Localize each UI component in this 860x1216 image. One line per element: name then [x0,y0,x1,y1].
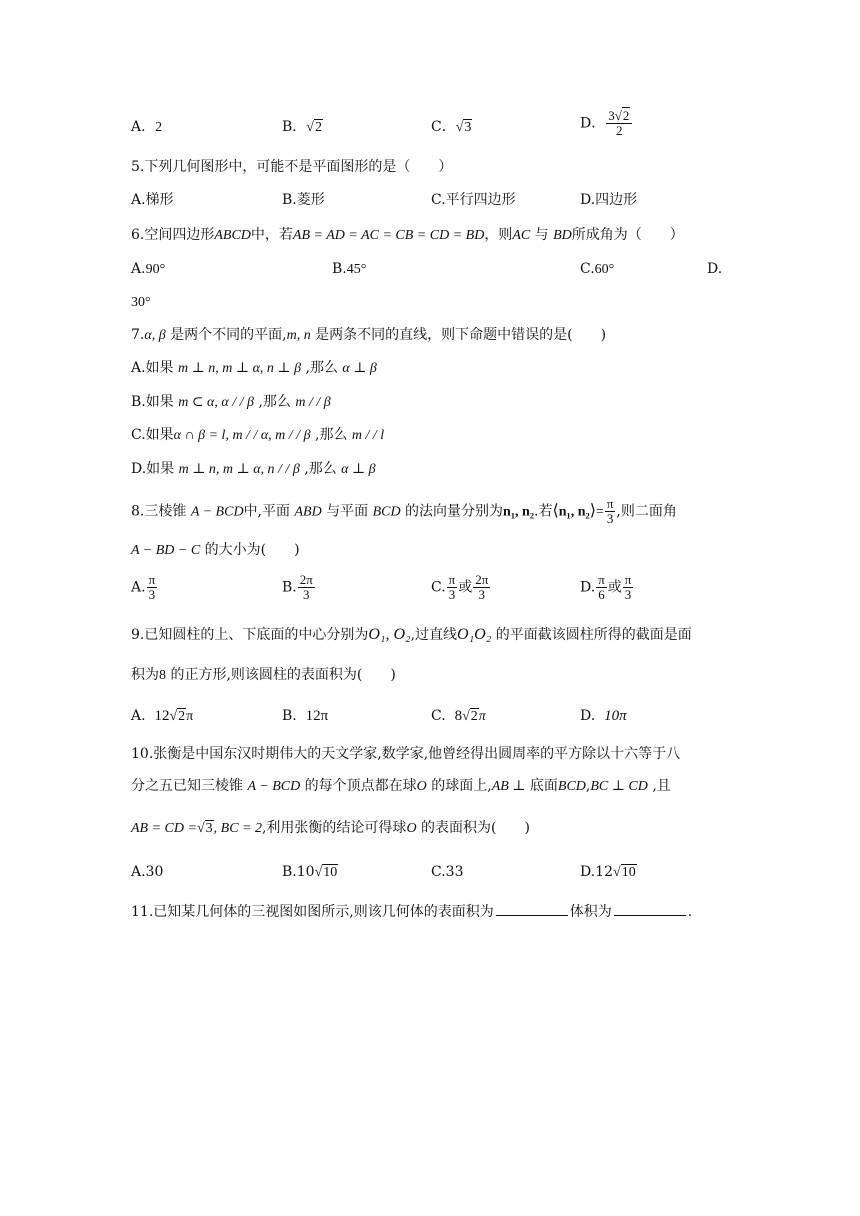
q10-option-d: D.12√10 [580,864,636,880]
q9-option-c: C. 8√2π [431,708,486,724]
q4-option-c: C．√3 [431,119,472,135]
q10-stem-line1: 10.张衡是中国东汉时期伟大的天文学家,数学家,他曾经得出圆周率的平方除以十六等于八 [131,746,681,762]
q6-option-a: A.90° [131,261,166,277]
q7-option-d: D.如果 m ⊥ n, m ⊥ α, n / / β ,那么 α ⊥ β [131,461,376,477]
q6-option-d-value: 30° [131,295,151,310]
q7-option-b: B.如果 m ⊂ α, α / / β ,那么 m / / β [131,394,331,410]
q11-blank-surface-area[interactable] [496,901,568,916]
q10-stem-line2: 分之五已知三棱锥 A − BCD 的每个顶点都在球O 的球面上,AB ⊥ 底面BCD,BC ⊥ CD ,且 [131,778,671,794]
q6-stem: 6.空间四边形ABCD中，若AB = AD = AC = CB = CD = BD，则AC 与 BD所成角为（ ） [131,227,684,243]
q6-option-b: B.45° [332,261,367,277]
q7-option-a: A.如果 m ⊥ n, m ⊥ α, n ⊥ β ,那么 α ⊥ β [131,360,377,376]
q4-option-d: D． $\frac{3√2}{2}$ [580,109,633,138]
q4-option-b: B．√2 [282,119,322,135]
q5-option-b: B.菱形 [282,192,325,208]
q10-option-a: A.30 [131,864,164,880]
q9-option-b: B. 12π [282,708,329,724]
q5-option-d: D.四边形 [580,192,638,208]
q10-option-b: B.10√10 [282,864,338,880]
q8-option-c: C. $\frac{\pi}{3}$ 或 $\frac{2\pi}{3}$ [431,572,489,602]
q8-option-d: D. $\frac{\pi}{6}$ 或 $\frac{\pi}{3}$ [580,572,632,602]
q7-option-c: C.如果α ∩ β = l, m / / α, m / / β ,那么 m / / l [131,427,385,443]
q7-stem: 7.α, β 是两个不同的平面,m, n 是两条不同的直线，则下命题中错误的是( ) [131,327,607,343]
q9-stem: 9.已知圆柱的上、下底面的中心分别为O₁, O₂,过直线O₁O₂ 的平面截该圆柱所得的截面是面 [131,626,692,643]
q8-stem: 8.三棱锥 A − BCD中,平面 ABD 与平面 BCD 的法向量分别为n₁, n₂.若⟨n₁, n₂⟩= $\frac{\pi}{3}$ ,则二面角 [131,496,677,526]
q8-option-a: A. $\frac{\pi}{3}$ [131,572,156,602]
q9-option-d: D. 10π [580,708,627,724]
q6-option-c: C.60° [580,261,615,277]
q5-stem: 5.下列几何图形中，可能不是平面图形的是（ ） [131,159,453,175]
q6-option-d-label: D. [707,261,723,277]
q10-stem-line3: AB = CD =√3, BC = 2,利用张衡的结论可得球O 的表面积为( ) [131,820,530,836]
q4-option-a: A．2 [131,119,163,135]
q8-option-b: B. $\frac{2\pi}{3}$ [282,572,313,602]
q9-option-a: A. 12√2π [131,708,194,724]
q11-blank-volume[interactable] [614,901,686,916]
q5-option-c: C.平行四边形 [431,192,516,208]
q10-option-c: C.33 [431,864,464,880]
q9-stem-line2: 积为8 的正方形,则该圆柱的表面积为( ) [131,667,396,683]
q11-stem: 11.已知某几何体的三视图如图所示,则该几何体的表面积为 体积为 . [131,901,692,922]
q8-stem-line2: A − BD − C 的大小为( ) [131,542,300,558]
q5-option-a: A.梯形 [131,192,174,208]
